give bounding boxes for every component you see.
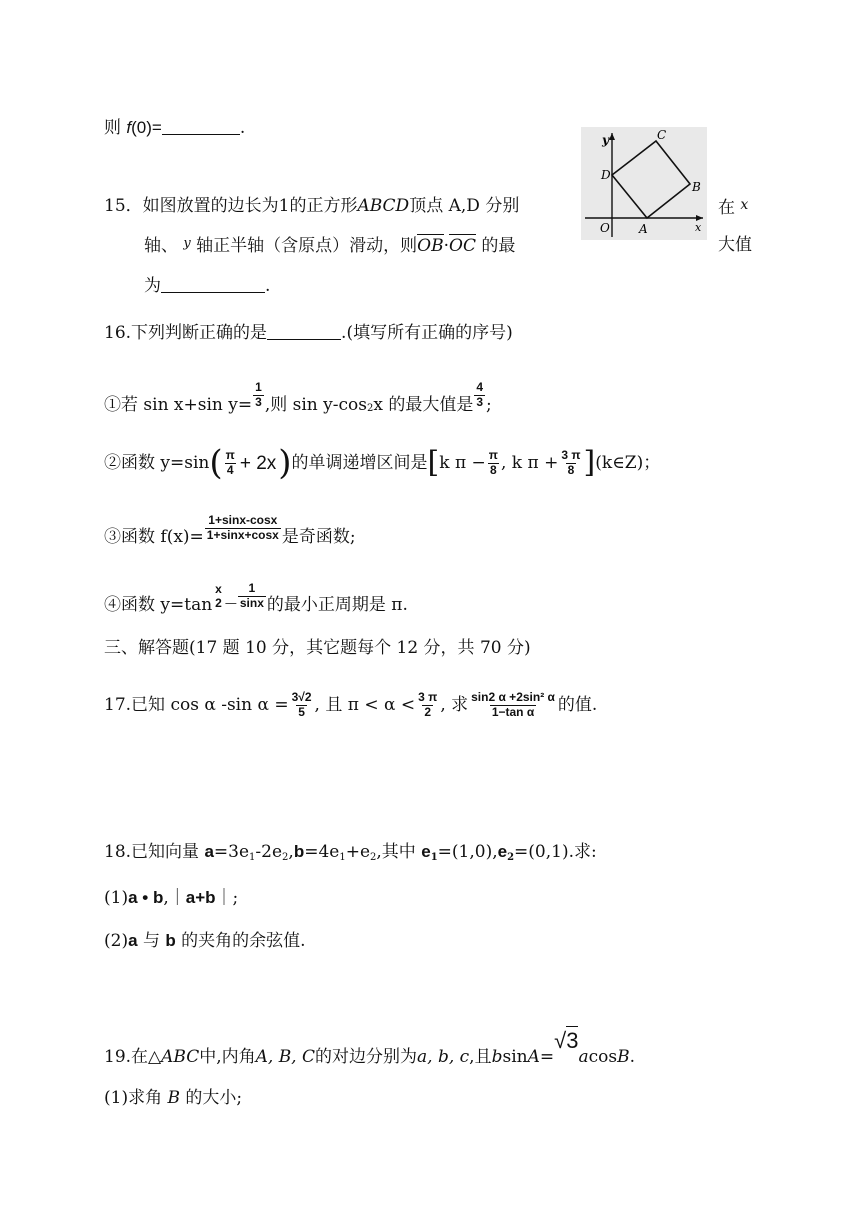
- q19-part1: (1)求角 B 的大小;: [104, 1088, 243, 1108]
- q15-line3: 为 .: [144, 276, 271, 296]
- section-3-heading: 三、解答题(17 题 10 分，其它题每个 12 分，共 70 分): [104, 638, 531, 658]
- q18-part1: (1)a • b,｜a+b｜;: [104, 888, 239, 908]
- q16-line: 16.下列判断正确的是 .(填写所有正确的序号): [104, 323, 513, 343]
- f0-line: 则 f(0)= .: [104, 118, 246, 138]
- fig-label-c: C: [657, 128, 667, 142]
- item-3: ③函数 f(x)= $\frac{1+\sin x-\cos x}{1+\sin x+\cos x}$ 是奇函数;: [104, 513, 356, 547]
- item-4: ④函数 y=tan x 2 — $\frac{1}{\sin x}$ 的最小正周期是 π.: [104, 581, 408, 615]
- fig-label-y: y: [602, 133, 609, 147]
- sqrt-3: √3: [554, 1028, 579, 1053]
- answer-blank[interactable]: [267, 323, 341, 340]
- item-1: ①若 sin x+sin y= $\frac{1}{3}$ ,则 sin y-cos 2 x 的最大值是 $\frac{4}{3}$ ;: [104, 380, 492, 415]
- vector-oc: OC: [449, 236, 476, 256]
- fig-label-d: D: [601, 168, 611, 182]
- answer-blank[interactable]: [161, 276, 265, 293]
- q18-part2: (2)a 与 b 的夹角的余弦值.: [104, 931, 306, 951]
- fig-label-x: x: [695, 221, 702, 234]
- q19-line: 19.在△ ABC 中,内角 A, B, C 的对边分别为 a, b, c ,且 b sin A = √3 a cos B .: [104, 1028, 635, 1067]
- fig-label-o: O: [600, 221, 610, 235]
- q15-right2: 大值: [718, 235, 752, 255]
- answer-blank[interactable]: [162, 118, 240, 135]
- vector-ob: OB: [417, 236, 444, 256]
- square-diagram: [581, 127, 707, 240]
- item-2: ②函数 y=sin ( $\frac{\pi}{4}$ + 2x ) 的单调递增区间是 [ k π − $\frac{\pi}{8}$ , k π + $\frac{3 \pi}{8}$ ] (k∈Z)；: [104, 443, 661, 483]
- fig-label-b: B: [692, 180, 701, 194]
- q15-line2: 轴、 $^y$ 轴正半轴（含原点）滑动，则OB·OC 的最: [144, 236, 516, 256]
- square-figure: [581, 127, 707, 240]
- q15-line1: 15．如图放置的边长为1的正方形ABCD顶点 A,D 分别: [104, 196, 520, 216]
- fig-label-a: A: [639, 222, 648, 236]
- q17-line: 17.已知 cos α -sin α = $\frac{3√2}{5}$ , 且 π < α < $\frac{3 \pi}{2}$ , 求 $\frac{\text{sin2 α +2sin² α}}{\text{1−tan α}}$ 的值.: [104, 689, 598, 719]
- q15-right1: 在 $^x$: [718, 197, 749, 218]
- q18-line: 18.已知向量 $a=3e_1-2e_2,b=4e_1+e_2$,其中 $e_1=(1,0),e_2=(0,1)$.求:: [104, 842, 597, 863]
